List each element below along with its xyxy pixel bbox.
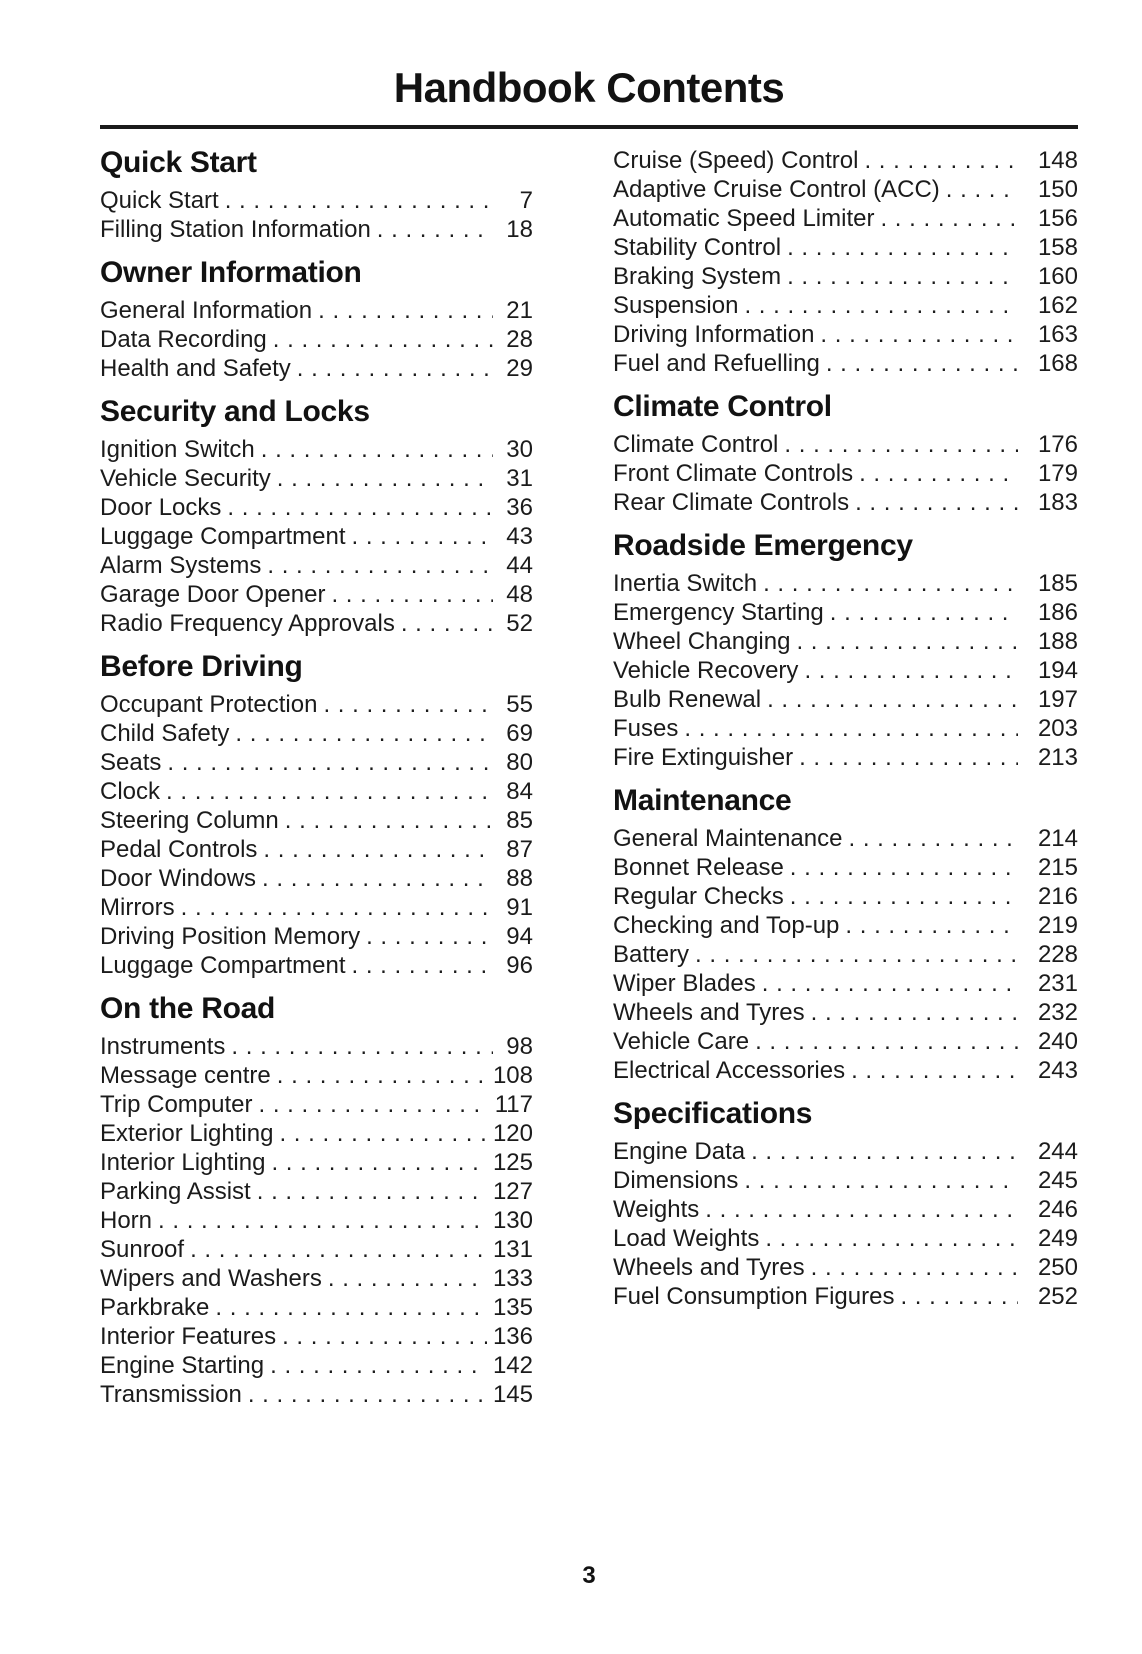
toc-entry [100, 464, 533, 493]
toc-entry [100, 609, 533, 638]
toc-entry-label: Electrical Accessories [613, 1057, 846, 1084]
toc-entry [100, 186, 533, 215]
dot-leader [799, 743, 1018, 772]
toc-entry [613, 824, 1078, 853]
toc-entry-label: Load Weights [613, 1225, 760, 1252]
toc-entry-label: Climate Control [613, 431, 779, 458]
toc-entry-page: 203 [1037, 715, 1078, 742]
toc-entry-page: 216 [1037, 883, 1078, 910]
toc-entry [100, 1206, 533, 1235]
toc-entry-page: 219 [1037, 912, 1078, 939]
dot-leader [851, 1056, 1018, 1085]
toc-entry [100, 325, 533, 354]
toc-entry-label: Emergency Starting [613, 599, 824, 626]
dot-leader [235, 719, 493, 748]
toc-entry [613, 430, 1078, 459]
toc-entry [613, 685, 1078, 714]
toc-entry [100, 1351, 533, 1380]
toc-entry [613, 320, 1078, 349]
toc-entry-label: Braking System [613, 263, 782, 290]
dot-leader [328, 1264, 487, 1293]
toc-entry-label: Ignition Switch [100, 436, 255, 463]
toc-entry-label: Interior Lighting [100, 1149, 266, 1176]
toc-entry-page: 117 [494, 1091, 533, 1118]
title-divider [100, 125, 1078, 129]
toc-entry-label: Horn [100, 1207, 153, 1234]
dot-leader [181, 893, 493, 922]
toc-entry-page: 176 [1037, 431, 1078, 458]
toc-entry [100, 719, 533, 748]
dot-leader [811, 1253, 1018, 1282]
dot-leader [166, 777, 493, 806]
dot-leader [695, 940, 1018, 969]
dot-leader [158, 1206, 487, 1235]
dot-leader [744, 1166, 1018, 1195]
toc-entry [100, 296, 533, 325]
toc-entry-label: Steering Column [100, 807, 279, 834]
dot-leader [848, 824, 1018, 853]
toc-entry [613, 1166, 1078, 1195]
toc-entry [613, 175, 1078, 204]
toc-entry [100, 1177, 533, 1206]
toc-entry-label: Vehicle Care [613, 1028, 750, 1055]
toc-entry-page: 130 [492, 1207, 533, 1234]
section-heading: Maintenance [613, 784, 792, 817]
toc-entry [100, 777, 533, 806]
toc-entry-label: Fire Extinguisher [613, 744, 794, 771]
dot-leader [351, 522, 493, 551]
toc-entry-page: 150 [1037, 176, 1078, 203]
toc-entry-label: Regular Checks [613, 883, 784, 910]
toc-entry-label: Bonnet Release [613, 854, 784, 881]
toc-entry-page: 52 [506, 610, 533, 637]
toc-entry [613, 349, 1078, 378]
toc-entry [100, 1148, 533, 1177]
section-heading: On the Road [100, 992, 276, 1025]
toc-entry-label: Wheels and Tyres [613, 999, 805, 1026]
dot-leader [900, 1282, 1018, 1311]
toc-entry-page: 148 [1037, 147, 1078, 174]
dot-leader [318, 296, 493, 325]
dot-leader [864, 146, 1018, 175]
toc-entry-page: 186 [1037, 599, 1078, 626]
toc-entry-label: Quick Start [100, 187, 219, 214]
toc-entry [100, 806, 533, 835]
toc-entry-label: Sunroof [100, 1236, 185, 1263]
toc-entry-label: Automatic Speed Limiter [613, 205, 875, 232]
toc-entry [613, 459, 1078, 488]
toc-entry-page: 240 [1037, 1028, 1078, 1055]
toc-entry-page: 21 [506, 297, 533, 324]
toc-entry [613, 262, 1078, 291]
toc-entry [613, 1224, 1078, 1253]
toc-entry-label: Front Climate Controls [613, 460, 854, 487]
toc-entry-page: 179 [1037, 460, 1078, 487]
toc-entry [100, 1235, 533, 1264]
toc-entry [100, 922, 533, 951]
toc-entry [100, 215, 533, 244]
section-heading: Before Driving [100, 650, 303, 683]
toc-entry [613, 1027, 1078, 1056]
toc-entry [613, 853, 1078, 882]
toc-entry-page: 145 [492, 1381, 533, 1408]
dot-leader [262, 864, 493, 893]
toc-entry-page: 158 [1037, 234, 1078, 261]
toc-entry [100, 951, 533, 980]
toc-entry-label: Health and Safety [100, 355, 291, 382]
dot-leader [790, 882, 1018, 911]
toc-entry-page: 43 [506, 523, 533, 550]
toc-entry-label: Wiper Blades [613, 970, 756, 997]
dot-leader [855, 488, 1018, 517]
toc-entry [613, 1056, 1078, 1085]
dot-leader [273, 325, 493, 354]
toc-entry [100, 1119, 533, 1148]
toc-section [613, 529, 1078, 772]
toc-entry-page: 36 [506, 494, 533, 521]
toc-entry-label: Luggage Compartment [100, 952, 346, 979]
dot-leader [261, 435, 493, 464]
toc-entry-page: 84 [506, 778, 533, 805]
dot-leader [225, 186, 493, 215]
toc-entry-label: Bulb Renewal [613, 686, 762, 713]
dot-leader [796, 627, 1018, 656]
dot-leader [231, 1032, 493, 1061]
toc-entry-label: Cruise (Speed) Control [613, 147, 859, 174]
dot-leader [830, 598, 1018, 627]
dot-leader [762, 969, 1018, 998]
toc-entry-page: 87 [506, 836, 533, 863]
dot-leader [167, 748, 493, 777]
dot-leader [279, 1119, 487, 1148]
toc-entry [100, 1090, 533, 1119]
toc-entry-label: Parkbrake [100, 1294, 210, 1321]
toc-entry-page: 250 [1037, 1254, 1078, 1281]
toc-entry [613, 146, 1078, 175]
toc-entry-label: Trip Computer [100, 1091, 253, 1118]
toc-entry [613, 204, 1078, 233]
toc-entry-label: Inertia Switch [613, 570, 758, 597]
dot-leader [270, 1351, 487, 1380]
section-heading: Owner Information [100, 256, 362, 289]
toc-entry-page: 163 [1037, 321, 1078, 348]
dot-leader [227, 493, 493, 522]
toc-entry-page: 80 [506, 749, 533, 776]
toc-entry-label: Vehicle Recovery [613, 657, 799, 684]
toc-entry-page: 96 [506, 952, 533, 979]
toc-entry-label: Instruments [100, 1033, 226, 1060]
toc-entry-label: Pedal Controls [100, 836, 258, 863]
toc-entry-page: 135 [492, 1294, 533, 1321]
toc-entry-label: General Maintenance [613, 825, 843, 852]
toc-entry [100, 1322, 533, 1351]
toc-entry-page: 249 [1037, 1225, 1078, 1252]
toc-entry-page: 85 [506, 807, 533, 834]
toc-entry-page: 185 [1037, 570, 1078, 597]
toc-entry-page: 18 [506, 216, 533, 243]
toc-entry-label: Exterior Lighting [100, 1120, 274, 1147]
toc-entry-page: 94 [506, 923, 533, 950]
dot-leader [787, 262, 1018, 291]
toc-entry [100, 354, 533, 383]
toc-entry-label: Filling Station Information [100, 216, 371, 243]
toc-entry-label: Driving Information [613, 321, 815, 348]
toc-entry [613, 656, 1078, 685]
dot-leader [751, 1137, 1018, 1166]
toc-entry-page: 252 [1037, 1283, 1078, 1310]
toc-entry [613, 1137, 1078, 1166]
page-number: 3 [582, 1562, 596, 1589]
toc-section [100, 146, 533, 244]
toc-entry-page: 168 [1037, 350, 1078, 377]
toc-entry-page: 214 [1037, 825, 1078, 852]
toc-entry-page: 188 [1037, 628, 1078, 655]
toc-entry [100, 690, 533, 719]
dot-leader [277, 1061, 487, 1090]
toc-entry-label: Wipers and Washers [100, 1265, 322, 1292]
toc-entry-page: 108 [492, 1062, 533, 1089]
toc-entry [100, 864, 533, 893]
dot-leader [258, 1090, 488, 1119]
toc-entry-label: Dimensions [613, 1167, 739, 1194]
toc-entry-label: Engine Data [613, 1138, 746, 1165]
toc-entry [613, 882, 1078, 911]
toc-entry-page: 55 [506, 691, 533, 718]
toc-entry-label: Child Safety [100, 720, 230, 747]
toc-entry [100, 435, 533, 464]
toc-entry-label: Interior Features [100, 1323, 277, 1350]
dot-leader [282, 1322, 487, 1351]
toc-entry-page: 29 [506, 355, 533, 382]
toc-entry-label: Door Locks [100, 494, 222, 521]
toc-entry [613, 743, 1078, 772]
toc-section [613, 390, 1078, 517]
dot-leader [804, 656, 1018, 685]
toc-entry-page: 131 [492, 1236, 533, 1263]
toc-section [613, 1097, 1078, 1311]
toc-entry [613, 627, 1078, 656]
dot-leader [190, 1235, 487, 1264]
toc-entry-page: 156 [1037, 205, 1078, 232]
toc-entry-page: 160 [1037, 263, 1078, 290]
section-heading: Security and Locks [100, 395, 370, 428]
toc-entry-label: Clock [100, 778, 161, 805]
toc-section [613, 146, 1078, 378]
dot-leader [826, 349, 1018, 378]
toc-entry-page: 44 [506, 552, 533, 579]
dot-leader [215, 1293, 487, 1322]
toc-entry-page: 125 [492, 1149, 533, 1176]
dot-leader [744, 291, 1018, 320]
toc-entry-label: Radio Frequency Approvals [100, 610, 395, 637]
toc-entry-page: 246 [1037, 1196, 1078, 1223]
toc-entry [100, 580, 533, 609]
toc-entry-label: Fuses [613, 715, 679, 742]
toc-entry-page: 133 [492, 1265, 533, 1292]
toc-entry-page: 28 [506, 326, 533, 353]
dot-leader [377, 215, 493, 244]
toc-section [100, 395, 533, 638]
dot-leader [946, 175, 1018, 204]
toc-entry-label: Adaptive Cruise Control (ACC) [613, 176, 940, 203]
toc-entry-label: Suspension [613, 292, 739, 319]
dot-leader [271, 1148, 487, 1177]
toc-entry-label: Garage Door Opener [100, 581, 326, 608]
dot-leader [263, 835, 493, 864]
toc-entry [613, 940, 1078, 969]
dot-leader [811, 998, 1018, 1027]
toc-entry-label: Data Recording [100, 326, 267, 353]
dot-leader [366, 922, 493, 951]
toc-entry-label: Rear Climate Controls [613, 489, 850, 516]
toc-entry [613, 233, 1078, 262]
dot-leader [859, 459, 1018, 488]
toc-entry-label: Fuel Consumption Figures [613, 1283, 895, 1310]
toc-entry-page: 243 [1037, 1057, 1078, 1084]
toc-entry [613, 291, 1078, 320]
dot-leader [705, 1195, 1018, 1224]
toc-entry [613, 714, 1078, 743]
dot-leader [765, 1224, 1018, 1253]
toc-entry-label: Occupant Protection [100, 691, 318, 718]
toc-entry-page: 228 [1037, 941, 1078, 968]
toc-entry-label: Alarm Systems [100, 552, 262, 579]
dot-leader [401, 609, 493, 638]
dot-leader [755, 1027, 1018, 1056]
toc-entry [613, 969, 1078, 998]
toc-entry-page: 48 [506, 581, 533, 608]
toc-entry-page: 88 [506, 865, 533, 892]
toc-entry-page: 245 [1037, 1167, 1078, 1194]
toc-entry [100, 522, 533, 551]
toc-entry [100, 748, 533, 777]
toc-entry-page: 91 [506, 894, 533, 921]
dot-leader [763, 569, 1018, 598]
dot-leader [784, 430, 1018, 459]
toc-entry-page: 120 [492, 1120, 533, 1147]
toc-entry-page: 142 [492, 1352, 533, 1379]
toc-entry-page: 194 [1037, 657, 1078, 684]
toc-entry-page: 215 [1037, 854, 1078, 881]
toc-entry-label: Weights [613, 1196, 700, 1223]
dot-leader [787, 233, 1018, 262]
toc-entry-label: Vehicle Security [100, 465, 271, 492]
toc-entry-page: 30 [506, 436, 533, 463]
toc-column-right [613, 146, 1078, 1311]
toc-entry-label: Transmission [100, 1381, 242, 1408]
toc-entry-page: 136 [492, 1323, 533, 1350]
toc-entry-label: Wheels and Tyres [613, 1254, 805, 1281]
toc-entry-label: Luggage Compartment [100, 523, 346, 550]
toc-entry-page: 7 [519, 187, 533, 214]
dot-leader [684, 714, 1018, 743]
toc-entry-label: Wheel Changing [613, 628, 791, 655]
toc-entry-label: Checking and Top-up [613, 912, 840, 939]
toc-column-left [100, 146, 533, 1409]
toc-entry-page: 69 [506, 720, 533, 747]
section-heading: Quick Start [100, 146, 257, 179]
toc-entry [100, 551, 533, 580]
toc-entry [613, 488, 1078, 517]
dot-leader [767, 685, 1018, 714]
toc-entry-label: Message centre [100, 1062, 271, 1089]
toc-section [100, 992, 533, 1409]
dot-leader [790, 853, 1018, 882]
dot-leader [257, 1177, 487, 1206]
section-heading: Specifications [613, 1097, 813, 1130]
toc-entry-page: 232 [1037, 999, 1078, 1026]
toc-entry-page: 183 [1037, 489, 1078, 516]
toc-entry [613, 1253, 1078, 1282]
toc-entry-page: 31 [506, 465, 533, 492]
dot-leader [323, 690, 493, 719]
dot-leader [277, 464, 493, 493]
toc-entry [613, 1195, 1078, 1224]
toc-entry-page: 162 [1037, 292, 1078, 319]
toc-entry [613, 598, 1078, 627]
toc-entry [613, 998, 1078, 1027]
toc-entry-label: Battery [613, 941, 690, 968]
toc-entry [613, 569, 1078, 598]
toc-entry [100, 835, 533, 864]
toc-entry [100, 1380, 533, 1409]
toc-entry [100, 1264, 533, 1293]
toc-entry-page: 244 [1037, 1138, 1078, 1165]
toc-entry-page: 213 [1037, 744, 1078, 771]
dot-leader [248, 1380, 487, 1409]
toc-entry [100, 493, 533, 522]
dot-leader [351, 951, 493, 980]
toc-section [613, 784, 1078, 1085]
toc-entry-label: Mirrors [100, 894, 175, 921]
toc-entry-label: Parking Assist [100, 1178, 251, 1205]
section-heading: Climate Control [613, 390, 832, 423]
toc-entry-page: 231 [1037, 970, 1078, 997]
toc-entry-label: Stability Control [613, 234, 782, 261]
toc-entry [613, 1282, 1078, 1311]
toc-entry-page: 197 [1037, 686, 1078, 713]
dot-leader [267, 551, 493, 580]
section-heading: Roadside Emergency [613, 529, 913, 562]
toc-columns [100, 146, 1078, 1409]
dot-leader [820, 320, 1018, 349]
toc-entry-label: General Information [100, 297, 313, 324]
toc-entry-page: 127 [492, 1178, 533, 1205]
dot-leader [331, 580, 493, 609]
toc-entry [613, 911, 1078, 940]
dot-leader [845, 911, 1018, 940]
dot-leader [880, 204, 1018, 233]
dot-leader [285, 806, 493, 835]
toc-entry-label: Engine Starting [100, 1352, 265, 1379]
toc-entry [100, 1293, 533, 1322]
page-title: Handbook Contents [393, 64, 785, 111]
toc-entry-page: 98 [506, 1033, 533, 1060]
toc-entry-label: Seats [100, 749, 162, 776]
toc-entry-label: Door Windows [100, 865, 257, 892]
toc-entry [100, 1061, 533, 1090]
toc-entry-label: Driving Position Memory [100, 923, 361, 950]
toc-entry [100, 1032, 533, 1061]
toc-section [100, 256, 533, 383]
dot-leader [297, 354, 493, 383]
toc-entry [100, 893, 533, 922]
toc-entry-label: Fuel and Refuelling [613, 350, 820, 377]
toc-section [100, 650, 533, 980]
